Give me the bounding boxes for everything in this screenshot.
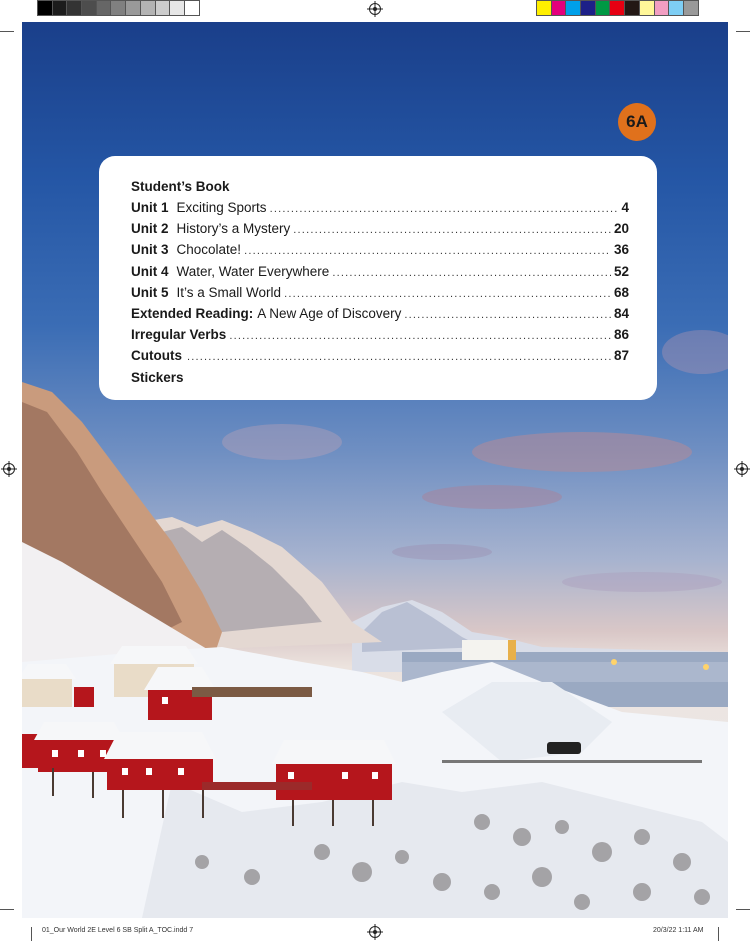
toc-page-number: 36 [613,242,629,258]
calibration-swatch [639,0,655,16]
toc-row-unit-5[interactable] [131,282,629,303]
crop-mark [718,927,719,941]
level-badge [618,103,656,141]
calibration-swatch [609,0,625,16]
toc-row-unit-3[interactable] [131,239,629,260]
calibration-swatch [140,0,156,16]
toc-row-irregular-verbs[interactable] [131,324,629,345]
toc-row-unit-4[interactable] [131,261,629,282]
calibration-swatch [169,0,185,16]
toc-entry-label: Stickers [131,369,184,385]
dot-leader [229,326,611,347]
calibration-swatch [184,0,200,16]
toc-entry-label: Unit 1 [131,200,169,215]
dot-leader [270,199,619,220]
toc-entry-label: Unit 3 [131,242,169,258]
dot-leader [187,347,611,368]
toc-row-stickers[interactable] [131,367,629,388]
toc-row-cutouts[interactable] [131,345,629,366]
table-of-contents [99,156,657,400]
toc-page-number: 86 [613,327,629,343]
toc-entry-label: Cutouts [131,348,182,364]
toc-entry-title: A New Age of Discovery [257,305,402,321]
calibration-swatch [595,0,611,16]
toc-page-number: 20 [613,221,629,237]
toc-entry-label: Extended Reading: [131,305,254,321]
calibration-swatch [37,0,53,16]
toc-row-unit-1[interactable] [131,197,629,218]
toc-page-number: 87 [613,348,629,364]
crop-mark [736,909,750,910]
toc-row-unit-2[interactable] [131,218,629,239]
calibration-swatch [580,0,596,16]
dot-leader [284,284,611,305]
dot-leader [332,263,611,284]
calibration-swatch [624,0,640,16]
calibration-swatch [565,0,581,16]
registration-mark-bottom [369,926,381,938]
registration-mark-top [369,3,381,15]
toc-entry-title: Chocolate! [176,242,242,258]
calibration-swatch [551,0,567,16]
crop-mark [736,31,750,32]
calibration-swatch [536,0,552,16]
gray-calibration-bar [38,0,200,16]
slug-file-info: 01_Our World 2E Level 6 SB Split A_TOC.indd 7 [42,927,194,934]
toc-page-number: 84 [613,305,629,321]
calibration-swatch [683,0,699,16]
registration-mark-left [3,463,15,475]
calibration-swatch [654,0,670,16]
level-badge-label: 6A [626,112,648,131]
color-calibration-bar [537,0,699,16]
toc-page-number: 4 [621,200,629,215]
calibration-swatch [125,0,141,16]
calibration-swatch [668,0,684,16]
calibration-swatch [110,0,126,16]
toc-page-number: 52 [613,263,629,279]
toc-entry-title: It’s a Small World [176,284,282,300]
toc-entry-title: Water, Water Everywhere [176,263,330,279]
toc-row-extended-reading[interactable] [131,303,629,324]
dot-leader [244,241,611,262]
calibration-swatch [66,0,82,16]
toc-entry-label: Unit 4 [131,263,169,279]
slug-date: 20/3/22 1:11 AM [653,927,704,934]
crop-mark [0,31,14,32]
calibration-swatch [81,0,97,16]
toc-page-number: 68 [613,284,629,300]
crop-mark [31,927,32,941]
toc-entry-label: Irregular Verbs [131,327,227,343]
toc-entry-title: History’s a Mystery [176,221,291,237]
toc-heading: Student’s Book [131,179,230,194]
calibration-swatch [52,0,68,16]
dot-leader [293,220,611,241]
toc-entry-label: Unit 2 [131,221,169,237]
crop-mark [0,909,14,910]
dot-leader [404,305,611,326]
toc-entry-label: Unit 5 [131,284,169,300]
calibration-swatch [155,0,171,16]
calibration-swatch [96,0,112,16]
toc-entry-title: Exciting Sports [176,200,267,215]
registration-mark-right [736,463,748,475]
